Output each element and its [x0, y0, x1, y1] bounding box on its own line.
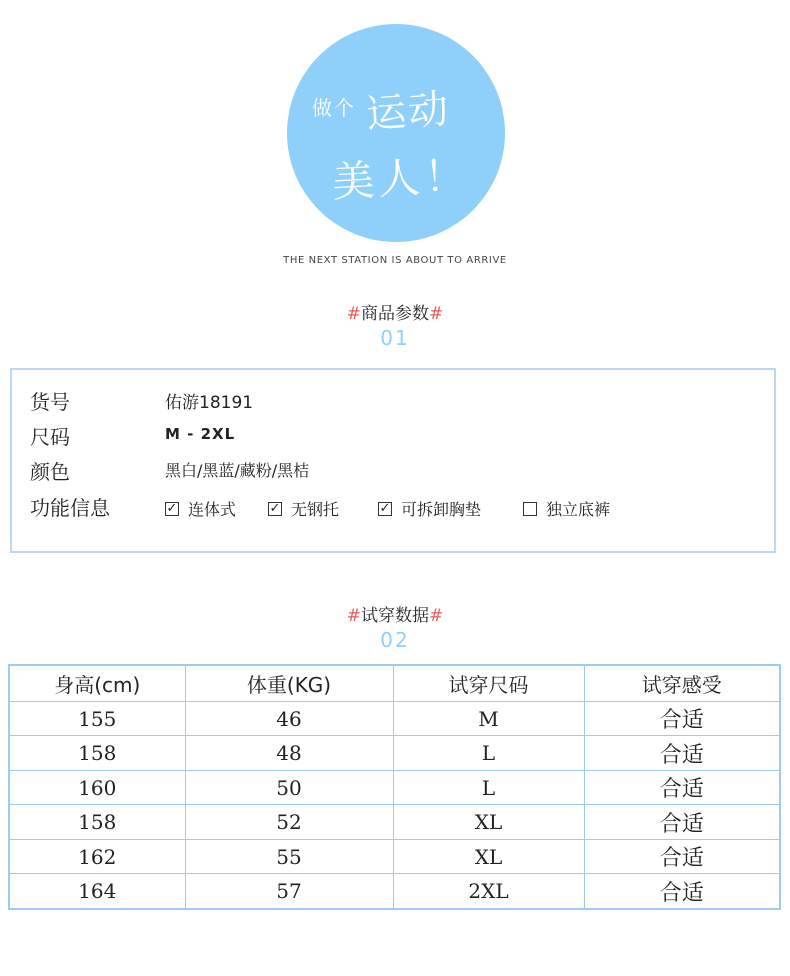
- cell-height: 158: [9, 805, 185, 839]
- feature-separate-bottom: [523, 497, 610, 520]
- section-title-text: 试穿数据: [361, 606, 429, 626]
- hash-mark: #: [346, 304, 361, 324]
- feature-no-underwire: [268, 497, 339, 520]
- cell-height: 160: [9, 770, 185, 804]
- feature-label: 可拆卸胸垫: [401, 500, 482, 519]
- table-header-row: [9, 665, 780, 702]
- cell-weight: 52: [185, 805, 393, 839]
- tagline: THE NEXT STATION IS ABOUT TO ARRIVE: [283, 255, 507, 266]
- header-trial-size: 试穿尺码: [393, 665, 584, 702]
- trial-data-table: [8, 664, 781, 910]
- cell-feel: 合适: [584, 736, 780, 770]
- section-trial-data-title: [0, 601, 790, 626]
- feature-label: 连体式: [188, 500, 237, 519]
- header-trial-feel: 试穿感受: [584, 665, 780, 702]
- checkbox-checked-icon: ✓: [379, 501, 391, 516]
- header-height: 身高(cm): [9, 665, 185, 702]
- param-value-color: 黑白/黑蓝/藏粉/黑桔: [165, 461, 310, 480]
- header-weight: 体重(KG): [185, 665, 393, 702]
- product-params-box: [10, 368, 776, 553]
- cell-height: 155: [9, 702, 185, 736]
- feature-onepiece: [165, 497, 236, 520]
- param-value-size: M - 2XL: [165, 425, 236, 443]
- logo-text-small: 做个: [312, 96, 356, 120]
- hash-mark: #: [429, 606, 444, 626]
- cell-feel: 合适: [584, 702, 780, 736]
- param-label-color: 颜色: [30, 460, 70, 484]
- param-label-size: 尺码: [30, 425, 70, 449]
- cell-height: 158: [9, 736, 185, 770]
- table-row: [9, 702, 780, 736]
- cell-size: L: [393, 736, 584, 770]
- cell-weight: 50: [185, 770, 393, 804]
- logo-text-sport: 运动: [364, 86, 452, 138]
- param-label-features: 功能信息: [30, 496, 110, 520]
- cell-feel: 合适: [584, 770, 780, 804]
- section-product-params-title: [0, 299, 790, 324]
- cell-size: L: [393, 770, 584, 804]
- cell-size: 2XL: [393, 874, 584, 909]
- cell-size: M: [393, 702, 584, 736]
- feature-label: 独立底裤: [546, 500, 611, 519]
- table-row: [9, 874, 780, 909]
- table-row: [9, 770, 780, 804]
- section-number: 02: [380, 628, 410, 652]
- section-number: 01: [380, 326, 410, 350]
- hash-mark: #: [429, 304, 444, 324]
- hash-mark: #: [346, 606, 361, 626]
- cell-size: XL: [393, 805, 584, 839]
- cell-feel: 合适: [584, 839, 780, 873]
- section-title-text: 商品参数: [361, 304, 429, 324]
- cell-size: XL: [393, 839, 584, 873]
- cell-weight: 46: [185, 702, 393, 736]
- cell-height: 164: [9, 874, 185, 909]
- checkbox-checked-icon: ✓: [166, 501, 178, 516]
- param-value-item-no: 佑游18191: [165, 393, 254, 413]
- logo-text-beauty: 美人！: [330, 150, 472, 207]
- cell-weight: 57: [185, 874, 393, 909]
- cell-feel: 合适: [584, 805, 780, 839]
- cell-height: 162: [9, 839, 185, 873]
- feature-removable-pads: [378, 497, 481, 520]
- feature-label: 无钢托: [291, 500, 340, 519]
- checkbox-checked-icon: ✓: [269, 501, 281, 516]
- param-label-item-no: 货号: [30, 390, 70, 414]
- cell-weight: 55: [185, 839, 393, 873]
- table-row: [9, 736, 780, 770]
- cell-feel: 合适: [584, 874, 780, 909]
- table-row: [9, 805, 780, 839]
- cell-weight: 48: [185, 736, 393, 770]
- table-row: [9, 839, 780, 873]
- checkbox-unchecked-icon: [523, 502, 537, 516]
